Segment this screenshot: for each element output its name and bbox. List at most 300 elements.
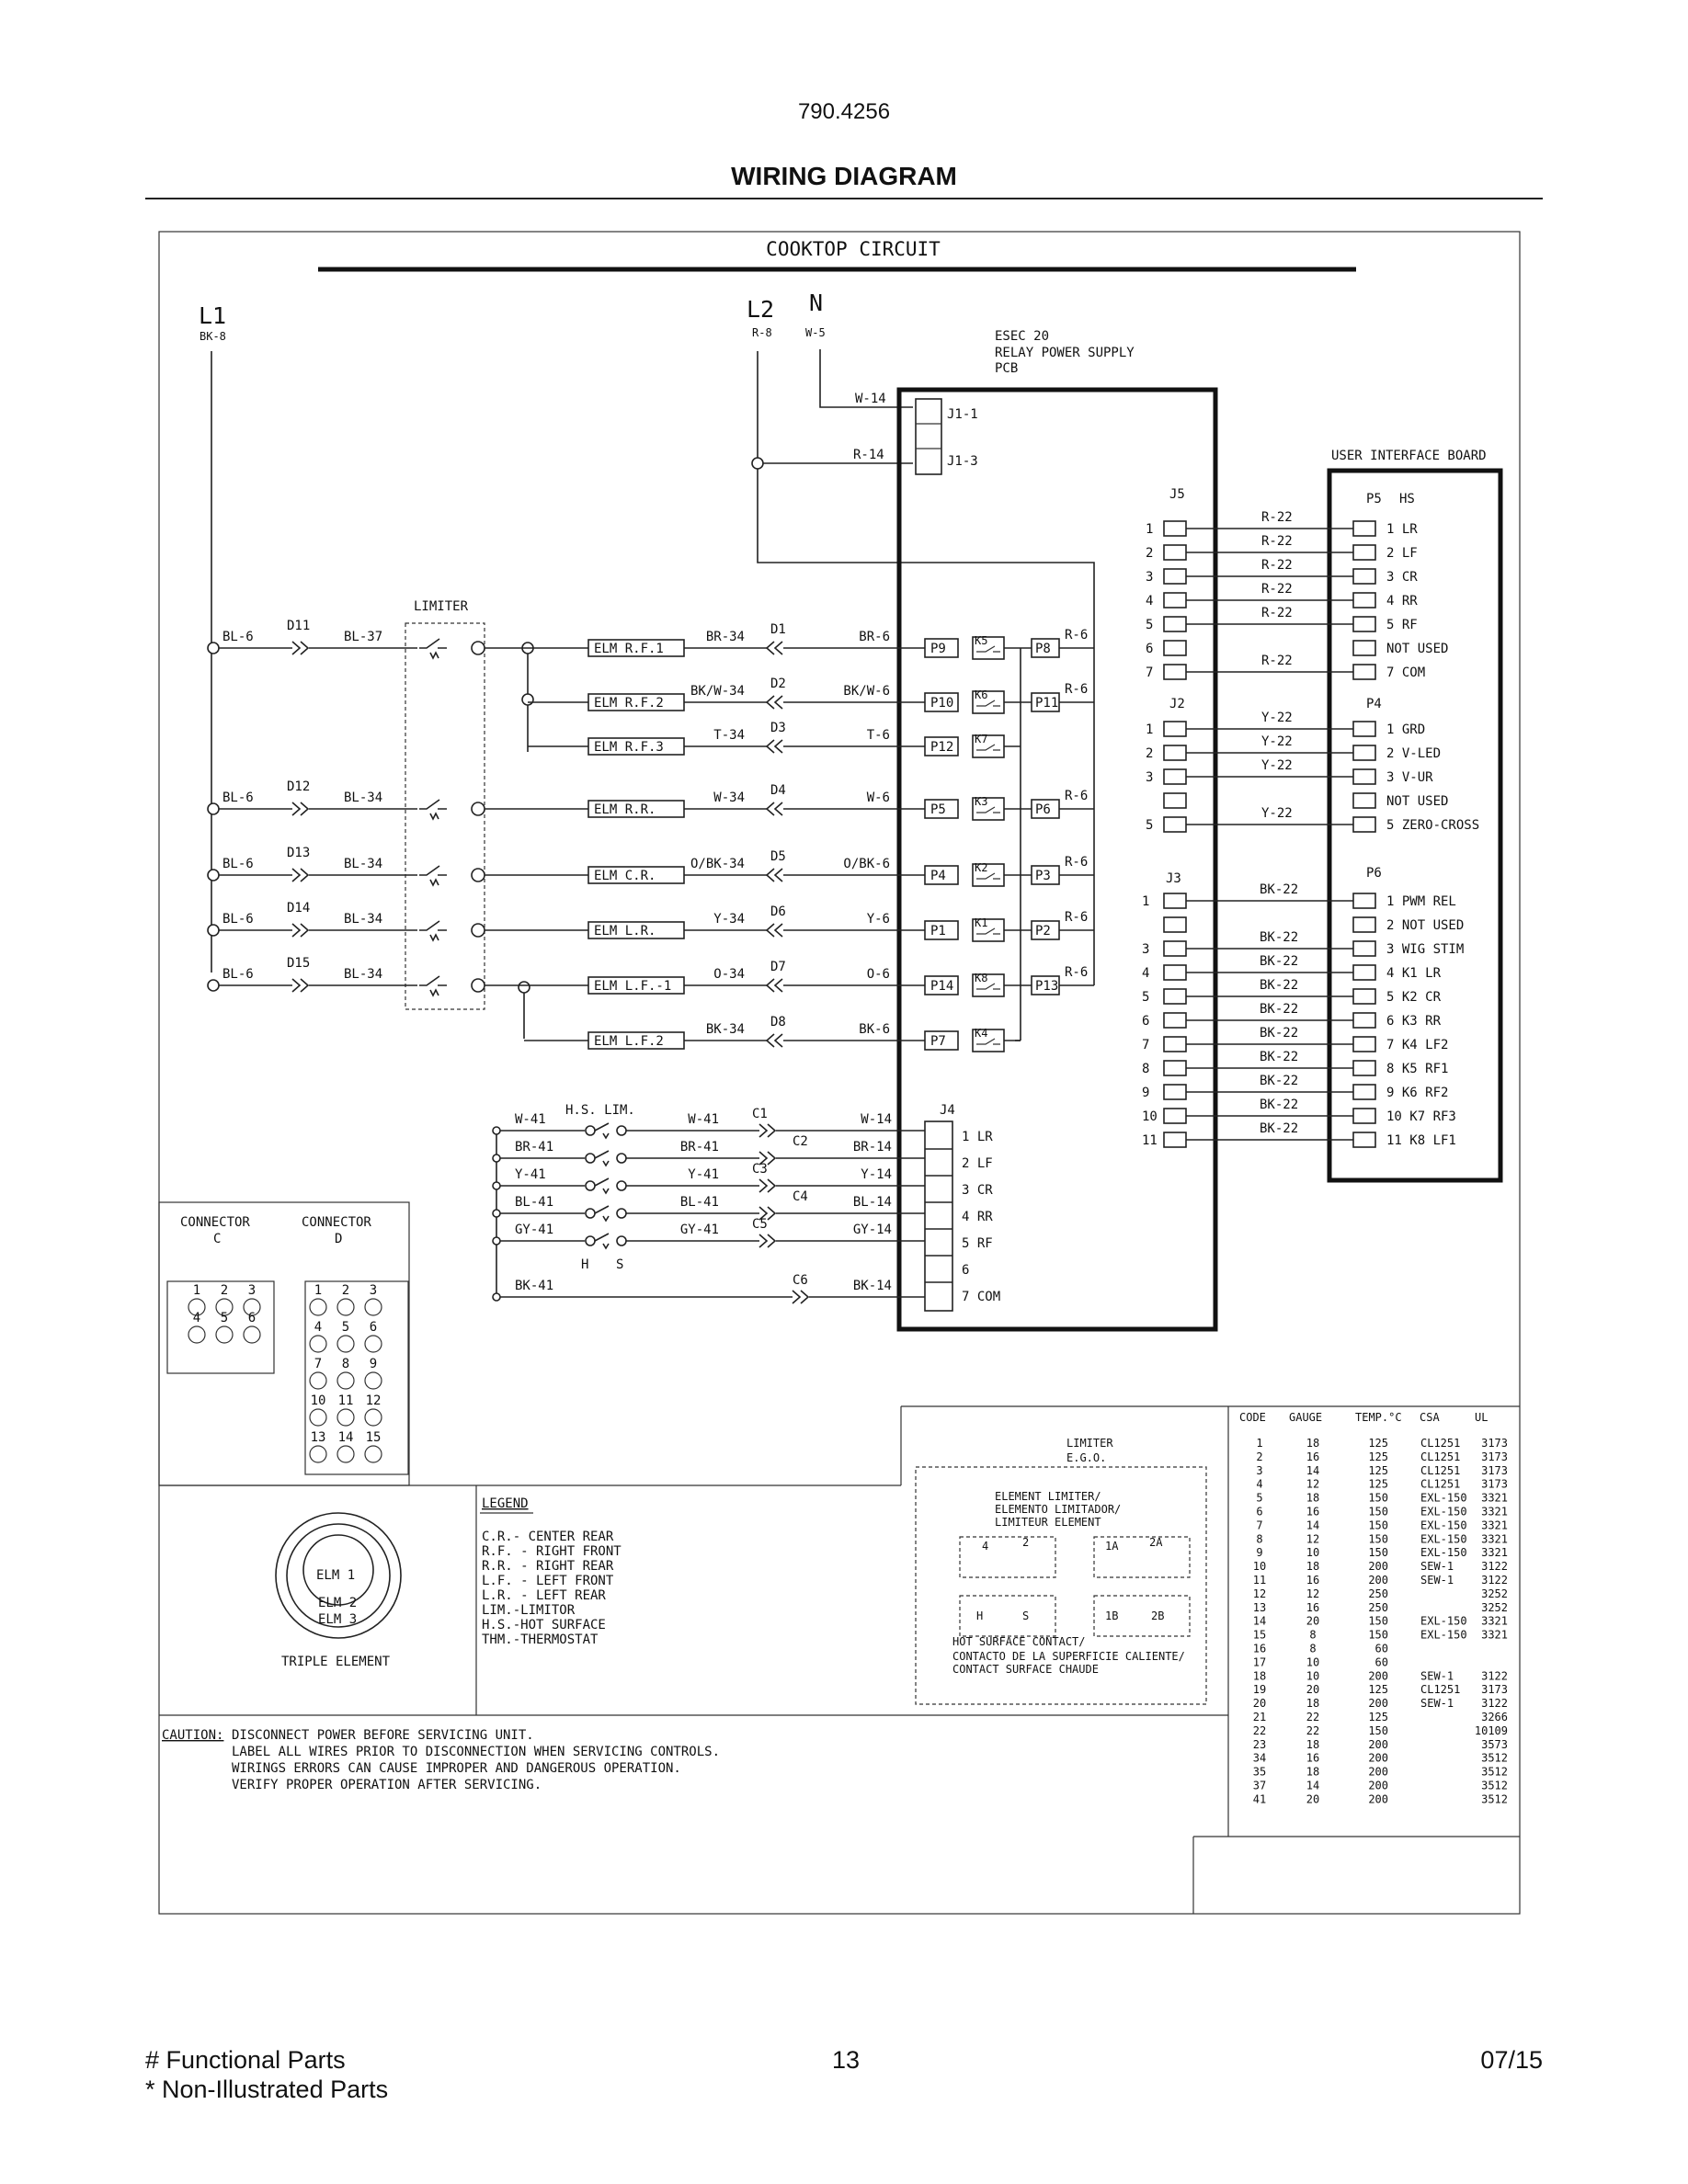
relay-name: K7	[975, 733, 988, 745]
wire-table-cell: 3321	[1481, 1546, 1508, 1560]
p6-pin	[1353, 917, 1375, 932]
j4-pin-label: 3 CR	[962, 1183, 993, 1198]
hs-mid-label: GY-41	[679, 1223, 719, 1237]
wire-table-cell: 6	[1256, 1505, 1263, 1519]
limiter-switch	[419, 639, 447, 658]
limiter-switch	[419, 866, 447, 885]
p6-pin-label: 6 K3 RR	[1386, 1014, 1442, 1029]
limiter-terminal	[472, 979, 485, 992]
wire-table-cell: 150	[1368, 1546, 1388, 1560]
j3-pin	[1164, 917, 1186, 932]
wire-table-cell: 8	[1256, 1532, 1263, 1546]
limiter-diode-label: D11	[287, 619, 311, 633]
p6-pin-label: 1 PWM REL	[1386, 894, 1456, 909]
j2-wire-label: Y-22	[1261, 806, 1293, 821]
connector-d-pin	[337, 1446, 354, 1462]
legend-line: L.F. - LEFT FRONT	[482, 1574, 614, 1588]
l1-junction	[208, 925, 219, 936]
hs-switch	[595, 1206, 609, 1221]
connector-d-pin-number: 5	[341, 1320, 350, 1335]
p4-pin-label: 5 ZERO-CROSS	[1386, 818, 1480, 833]
j3-pin	[1164, 893, 1186, 908]
relay-in-label: W-6	[866, 791, 890, 805]
wire-table-cell: 1	[1256, 1437, 1263, 1450]
wire-table-cell: 3173	[1481, 1437, 1508, 1450]
wire-table-cell: 3512	[1481, 1751, 1508, 1765]
element-diode	[767, 696, 782, 709]
p4-pin-label: 2 V-LED	[1386, 746, 1442, 761]
relay-in-label: Y-6	[866, 912, 890, 927]
wire-table-cell: 12	[1252, 1587, 1267, 1600]
j2-pin-number: 5	[1146, 818, 1154, 833]
hs-right-label: BK-14	[852, 1279, 892, 1293]
j3-wire-label: BK-22	[1260, 978, 1299, 993]
p6-pin	[1353, 1061, 1375, 1075]
element-diode-label: D8	[770, 1015, 786, 1029]
hs-terminal	[586, 1181, 595, 1190]
relay-out-pin-label: P2	[1035, 924, 1051, 938]
limiter-terminal	[472, 924, 485, 937]
relay-name: K8	[975, 972, 988, 984]
wire-table-cell: 10	[1306, 1655, 1320, 1669]
connector-d-pin-number: 9	[369, 1357, 378, 1371]
hs-terminal	[586, 1126, 595, 1135]
wire-table-cell: CL1251	[1420, 1477, 1461, 1491]
connector-c-pin	[216, 1326, 233, 1343]
p6-pin	[1353, 965, 1375, 980]
connector-d-pin	[337, 1409, 354, 1426]
element-diode	[767, 802, 782, 815]
hs-right-label: W-14	[861, 1112, 892, 1127]
hs-label: HS	[1399, 492, 1415, 506]
wire-table-cell: 3321	[1481, 1519, 1508, 1532]
limiter-terminal	[472, 869, 485, 882]
element-out-label: BR-34	[705, 630, 745, 644]
caution-label: CAUTION:	[162, 1728, 224, 1743]
relay-out-pin-label: P3	[1035, 869, 1051, 883]
wire-table-cell: 3512	[1481, 1792, 1508, 1806]
connector-d-pin	[310, 1372, 326, 1389]
connector-c-pin-number: 2	[220, 1283, 229, 1298]
connector-c-pin-number: 6	[247, 1311, 257, 1325]
p6-pin-label: 10 K7 RF3	[1386, 1109, 1456, 1124]
p5-pin-label: 1 LR	[1386, 522, 1418, 537]
element-diode	[767, 979, 782, 992]
l2-wire-label: R-8	[752, 326, 772, 339]
wire-table-cell: 60	[1374, 1655, 1388, 1669]
p6-pin	[1353, 941, 1375, 956]
j3-pin	[1164, 1013, 1186, 1028]
wire-table-cell: SEW-1	[1420, 1574, 1454, 1587]
limiter-switch	[419, 921, 447, 940]
p4-pin-label: NOT USED	[1386, 794, 1449, 809]
p6-pin-label: 11 K8 LF1	[1386, 1133, 1456, 1148]
p6-pin-label: 5 K2 CR	[1386, 990, 1442, 1005]
j5-pin-number: 6	[1146, 642, 1154, 656]
j2-wire-label: Y-22	[1261, 758, 1293, 773]
wire-table-cell: 7	[1256, 1519, 1263, 1532]
element-out-label: W-34	[713, 791, 745, 805]
hs-bus-junction	[493, 1182, 500, 1189]
connector-d-letter: D	[335, 1232, 343, 1246]
connector-d-pin-number: 6	[369, 1320, 378, 1335]
element-diode-label: D4	[770, 783, 786, 798]
hs-right-label: BL-14	[852, 1195, 892, 1210]
element-diode	[767, 740, 782, 753]
hs-terminal	[586, 1236, 595, 1246]
l1-junction	[208, 643, 219, 654]
element-out-label: O-34	[713, 967, 745, 982]
limiter-box-title-1: LIMITER	[1066, 1437, 1113, 1450]
wire-table-cell: 200	[1368, 1779, 1388, 1792]
wire-table-cell: 18	[1306, 1560, 1320, 1574]
page-title: WIRING DIAGRAM	[731, 162, 957, 190]
j5-pin	[1164, 545, 1186, 560]
wire-table-cell: EXL-150	[1420, 1505, 1467, 1519]
connector-c-title: CONNECTOR	[180, 1215, 250, 1230]
j5-label: J5	[1169, 487, 1185, 502]
wire-table-cell: 12	[1306, 1587, 1320, 1600]
wire-table-cell: 18	[1306, 1765, 1320, 1779]
wire-table-cell: 3122	[1481, 1560, 1508, 1574]
connector-d-pin-number: 3	[369, 1283, 378, 1298]
element-limiter-line-3: LIMITEUR ELEMENT	[995, 1516, 1101, 1529]
hs-diode-label: C4	[793, 1189, 808, 1204]
relay-in-label: BK/W-6	[843, 684, 890, 699]
wire-table-cell: 125	[1368, 1477, 1388, 1491]
element-label: ELM L.F.2	[594, 1034, 664, 1049]
sw-h-pin-2: S	[1022, 1610, 1030, 1622]
hs-mid-label: BR-41	[679, 1140, 719, 1155]
j1-connector	[916, 399, 941, 474]
j5-wire-label: R-22	[1261, 510, 1293, 525]
limiter-diode	[292, 979, 308, 992]
limiter-switch	[419, 800, 447, 819]
element-label: ELM C.R.	[594, 869, 656, 883]
wire-table-cell: 2	[1256, 1450, 1263, 1463]
j3-wire-label: BK-22	[1260, 1050, 1299, 1064]
j3-pin-number: 3	[1142, 942, 1150, 957]
connector-d-pin-number: 7	[314, 1357, 323, 1371]
j5-wire-label: R-22	[1261, 606, 1293, 620]
limiter-diode	[292, 869, 308, 882]
sw-a-pin-1: 4	[982, 1540, 989, 1553]
p4-pin	[1353, 817, 1375, 832]
l1-label: L1	[199, 302, 227, 329]
model-number: 790.4256	[797, 99, 891, 124]
connector-d-pin	[337, 1299, 354, 1315]
wire-table-cell: 8	[1309, 1642, 1317, 1655]
relay-out-pin-label: P13	[1035, 979, 1059, 994]
wire-table-cell: 18	[1306, 1737, 1320, 1751]
element-label: ELM R.R.	[594, 802, 656, 817]
elm2-label: ELM 2	[318, 1596, 358, 1610]
connector-d-pin-number: 13	[310, 1430, 326, 1445]
circuit-title: COOKTOP CIRCUIT	[766, 238, 941, 260]
wire-table-cell: 14	[1306, 1519, 1320, 1532]
return-wire-label: R-6	[1065, 789, 1089, 803]
p4-pin	[1353, 793, 1375, 808]
wire-table-cell: 125	[1368, 1450, 1388, 1463]
wire-table-cell: 3321	[1481, 1614, 1508, 1628]
j2-pin	[1164, 817, 1186, 832]
j5-pin-number: 4	[1146, 594, 1154, 609]
j3-pin	[1164, 965, 1186, 980]
relay-pin-label: P1	[930, 924, 946, 938]
n-wire-label: W-5	[805, 326, 826, 339]
hs-s-label: S	[616, 1257, 624, 1272]
legend-line: R.F. - RIGHT FRONT	[482, 1544, 622, 1559]
relay-name: K2	[975, 861, 988, 874]
n-label: N	[809, 290, 824, 316]
hs-diode-label: C1	[752, 1107, 768, 1121]
connector-c-letter: C	[213, 1232, 222, 1246]
relay-pin-label: P5	[930, 802, 946, 817]
wire-table-cell: 41	[1252, 1792, 1267, 1806]
l1-junction	[208, 803, 219, 814]
hs-diode	[759, 1124, 775, 1137]
wire-table-cell: 10	[1306, 1669, 1320, 1683]
j5-pin	[1164, 593, 1186, 608]
wire-table-cell: 150	[1368, 1491, 1388, 1505]
j3-wire-label: BK-22	[1260, 1074, 1299, 1088]
connector-d-pin-number: 11	[337, 1393, 354, 1408]
wire-table-cell: 16	[1306, 1450, 1320, 1463]
connector-d-pin-number: 12	[365, 1393, 382, 1408]
j3-wire-label: BK-22	[1260, 1026, 1299, 1041]
j4-pin-label: 1 LR	[962, 1130, 993, 1144]
wire-table-cell: 9	[1256, 1546, 1263, 1560]
wire-table-cell: 3252	[1481, 1600, 1508, 1614]
wire-table-cell: 3	[1256, 1463, 1263, 1477]
j2-pin-number: 1	[1146, 722, 1154, 737]
wire-table-cell: 3573	[1481, 1737, 1508, 1751]
j4-pin-label: 4 RR	[962, 1210, 993, 1224]
connector-c-pin-number: 4	[192, 1311, 201, 1325]
wire-table-cell: EXL-150	[1420, 1628, 1467, 1642]
j3-wire-label: BK-22	[1260, 1098, 1299, 1112]
wire-table-cell: CL1251	[1420, 1437, 1461, 1450]
p4-pin	[1353, 769, 1375, 784]
pcb-line-2: RELAY POWER SUPPLY	[995, 346, 1135, 360]
l2-label: L2	[747, 296, 775, 323]
wire-table-cell: SEW-1	[1420, 1560, 1454, 1574]
wire-table-cell: 4	[1256, 1477, 1263, 1491]
limiter-label: LIMITER	[414, 599, 469, 614]
limiter-wire-label: BL-34	[344, 967, 383, 982]
wire-table-cell: 16	[1306, 1751, 1320, 1765]
hs-mid-label: W-41	[688, 1112, 719, 1127]
j3-wire-label: BK-22	[1260, 930, 1299, 945]
hs-left-label: W-41	[515, 1112, 546, 1127]
return-wire-label: R-6	[1065, 910, 1089, 925]
limiter-diode-label: D14	[287, 901, 311, 916]
hs-right-label: Y-14	[861, 1167, 892, 1182]
connector-d-pin-number: 1	[314, 1283, 323, 1298]
connector-c-pin-number: 3	[247, 1283, 257, 1298]
relay-pin-label: P9	[930, 642, 946, 656]
p5-pin-label: NOT USED	[1386, 642, 1449, 656]
p5-pin	[1353, 569, 1375, 584]
hot-contact-line-3: CONTACT SURFACE CHAUDE	[952, 1663, 1099, 1676]
feed-wire-label: BL-6	[222, 912, 254, 927]
l2-junction	[752, 458, 763, 469]
feed-wire-label: BL-6	[222, 967, 254, 982]
element-out-label: BK-34	[705, 1022, 745, 1037]
wire-table-cell: 16	[1306, 1505, 1320, 1519]
wire-table-cell: 5	[1256, 1491, 1263, 1505]
hs-left-label: BK-41	[515, 1279, 554, 1293]
connector-c-pin	[244, 1326, 260, 1343]
sw-c-pin-2: 2B	[1151, 1610, 1165, 1622]
caution-line-3: WIRINGS ERRORS CAN CAUSE IMPROPER AND DANGEROUS OPERATION.	[232, 1761, 681, 1776]
return-wire-label: R-6	[1065, 855, 1089, 870]
legend-line: H.S.-HOT SURFACE	[482, 1618, 606, 1632]
limiter-wire-label: BL-34	[344, 857, 383, 871]
page-number: 13	[831, 2046, 861, 2074]
p6-pin	[1353, 1037, 1375, 1052]
connector-d	[305, 1281, 408, 1474]
j5-pin-number: 7	[1146, 665, 1154, 680]
connector-d-pin	[310, 1299, 326, 1315]
wire-table-cell: 3266	[1481, 1711, 1508, 1723]
connector-c-pin	[188, 1326, 205, 1343]
wire-table-cell: 3321	[1481, 1532, 1508, 1546]
relay-out-pin-label: P8	[1035, 642, 1051, 656]
wire-table-cell: 20	[1306, 1792, 1320, 1806]
wire-table-cell: 16	[1252, 1642, 1267, 1655]
j4-pin-label: 6	[962, 1263, 970, 1278]
connector-d-pin	[365, 1446, 382, 1462]
relay-name: K5	[975, 634, 988, 647]
footer-functional-parts: # Functional Parts	[145, 2046, 346, 2074]
wire-table-cell: 35	[1252, 1765, 1267, 1779]
hs-diode	[793, 1291, 808, 1303]
j5-pin-number: 5	[1146, 618, 1154, 632]
limiter-diode	[292, 642, 308, 654]
sw-a-pin-2: 2	[1022, 1536, 1030, 1549]
j1-wire-3: R-14	[853, 448, 884, 462]
wire-table-cell: 17	[1252, 1655, 1267, 1669]
hs-right-label: GY-14	[852, 1223, 892, 1237]
elm1-label: ELM 1	[316, 1568, 356, 1583]
wire-table-cell: 13	[1252, 1600, 1267, 1614]
l1-junction	[208, 980, 219, 991]
hs-left-label: GY-41	[515, 1223, 554, 1237]
relay-pin-label: P10	[930, 696, 954, 711]
wire-table-cell: 3173	[1481, 1450, 1508, 1463]
p6-pin-label: 4 K1 LR	[1386, 966, 1442, 981]
element-out-label: BK/W-34	[690, 684, 745, 699]
wire-table-cell: 22	[1306, 1711, 1320, 1723]
p6-pin	[1353, 1132, 1375, 1147]
connector-c-pin-number: 1	[192, 1283, 201, 1298]
hs-diode-label: C2	[793, 1134, 808, 1149]
wire-table-cell: 23	[1252, 1737, 1267, 1751]
j3-pin-number: 1	[1142, 894, 1150, 909]
hs-h-label: H	[581, 1257, 589, 1272]
relay-in-label: BK-6	[859, 1022, 890, 1037]
hs-terminal	[586, 1154, 595, 1163]
limiter-diode-label: D15	[287, 956, 311, 971]
legend-line: C.R.- CENTER REAR	[482, 1530, 614, 1544]
j3-pin-number: 9	[1142, 1086, 1150, 1100]
j2-wire-label: Y-22	[1261, 734, 1293, 749]
wire-table-cell: 20	[1306, 1614, 1320, 1628]
hs-diode-label: C5	[752, 1217, 768, 1232]
element-diode	[767, 642, 782, 654]
p4-pin-label: 3 V-UR	[1386, 770, 1433, 785]
p6-pin-label: 7 K4 LF2	[1386, 1038, 1449, 1052]
limiter-diode	[292, 802, 308, 815]
hs-right-label: BR-14	[852, 1140, 892, 1155]
hs-bus-junction	[493, 1293, 500, 1301]
relay-in-label: T-6	[866, 728, 890, 743]
relay-in-label: O-6	[866, 967, 890, 982]
element-label: ELM R.F.2	[594, 696, 664, 711]
sw-h-pin-1: H	[976, 1610, 984, 1622]
hs-terminal	[617, 1209, 626, 1218]
p5-pin-label: 3 CR	[1386, 570, 1418, 585]
p5-pin-label: 4 RR	[1386, 594, 1418, 609]
p5-pin	[1353, 617, 1375, 631]
limiter-diode-label: D13	[287, 846, 311, 860]
j5-pin-number: 3	[1146, 570, 1154, 585]
footer-non-illustrated: * Non-Illustrated Parts	[145, 2076, 389, 2103]
connector-d-pin	[337, 1372, 354, 1389]
wire-table-cell: 200	[1368, 1765, 1388, 1779]
wire-table-cell: 200	[1368, 1792, 1388, 1806]
j3-wire-label: BK-22	[1260, 954, 1299, 969]
element-limiter-line-1: ELEMENT LIMITER/	[995, 1490, 1101, 1503]
wire-table-cell: 125	[1368, 1683, 1388, 1697]
relay-out-pin-label: P11	[1035, 696, 1059, 711]
p5-pin-label: 5 RF	[1386, 618, 1418, 632]
j2-pin-number: 2	[1146, 746, 1154, 761]
table-header-csa: CSA	[1420, 1411, 1440, 1424]
wire-table-cell: 3321	[1481, 1505, 1508, 1519]
element-out-label: T-34	[713, 728, 745, 743]
wire-table-cell: 150	[1368, 1614, 1388, 1628]
wire-table-cell: 3122	[1481, 1697, 1508, 1711]
element-diode-label: D3	[770, 721, 786, 735]
wire-table-cell: 14	[1306, 1779, 1320, 1792]
j4-pin-label: 5 RF	[962, 1236, 993, 1251]
hot-switch-a	[960, 1596, 1055, 1636]
wire-table-cell: 10	[1252, 1560, 1267, 1574]
wire-table-cell: 10	[1306, 1546, 1320, 1560]
j5-pin-number: 2	[1146, 546, 1154, 561]
limiter-wire-label: BL-37	[344, 630, 383, 644]
hs-left-label: BR-41	[515, 1140, 554, 1155]
wire-table-cell: 34	[1252, 1751, 1267, 1765]
j3-pin	[1164, 1132, 1186, 1147]
j1-pin-3: J1-3	[947, 454, 978, 469]
j3-pin-number: 7	[1142, 1038, 1150, 1052]
wire-table-cell: 12	[1306, 1477, 1320, 1491]
j2-pin	[1164, 769, 1186, 784]
j5-wire-label: R-22	[1261, 582, 1293, 597]
connector-d-pin-number: 4	[314, 1320, 323, 1335]
j4-label: J4	[940, 1103, 955, 1118]
wire-table-cell: EXL-150	[1420, 1491, 1467, 1505]
p4-label: P4	[1366, 697, 1382, 711]
connector-c-pin-number: 5	[220, 1311, 229, 1325]
wire-table-cell: 60	[1374, 1642, 1388, 1655]
wire-table-cell: 200	[1368, 1574, 1388, 1587]
wire-table-cell: CL1251	[1420, 1463, 1461, 1477]
p5-label: P5	[1366, 492, 1382, 506]
